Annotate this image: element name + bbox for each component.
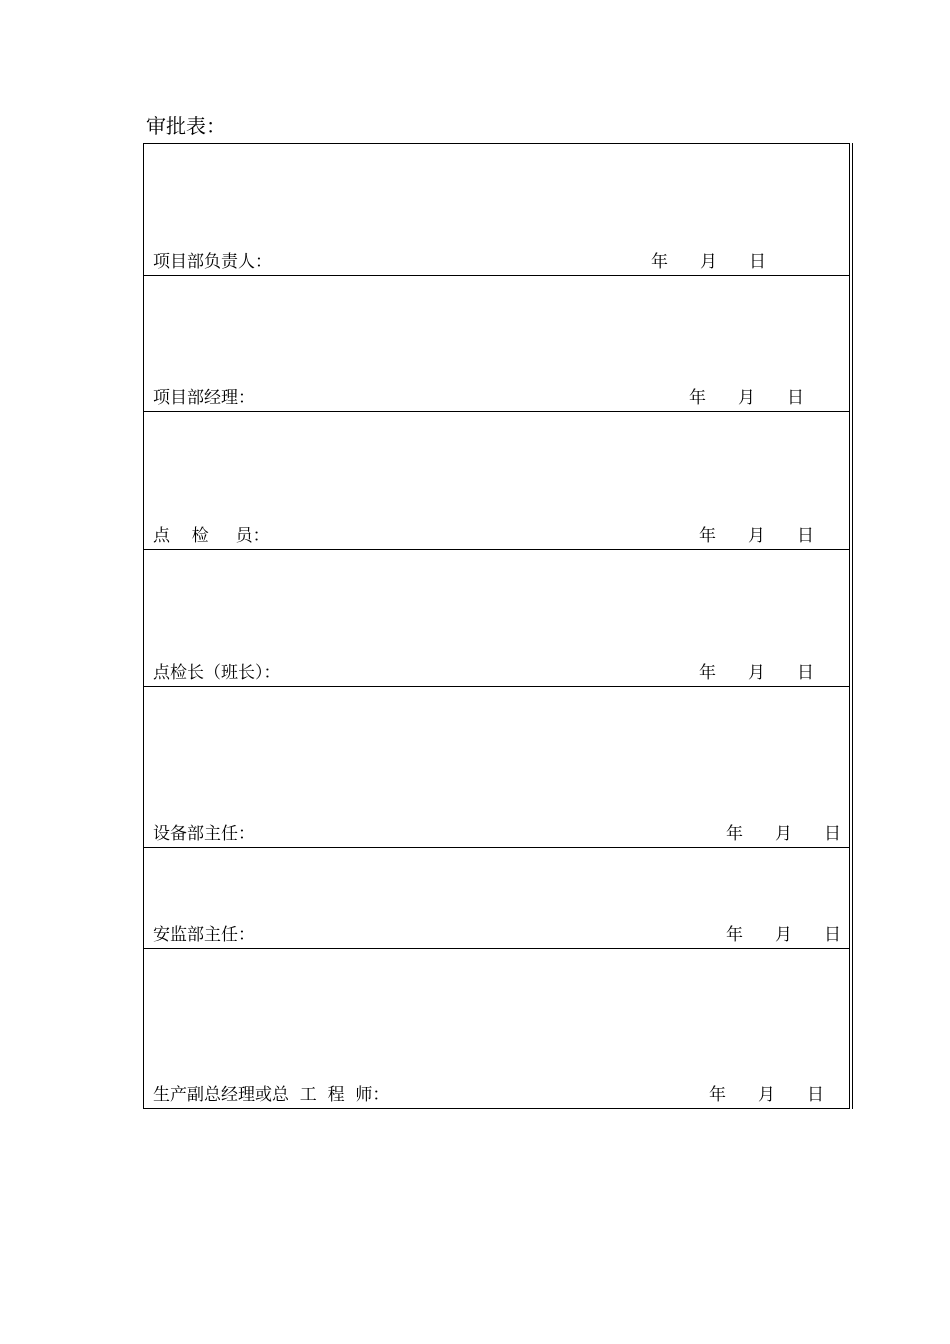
month-label: 月 xyxy=(748,526,765,546)
approval-row-safety-director[interactable] xyxy=(144,848,849,949)
signer-label: 点 检 员： xyxy=(153,526,270,546)
approval-row-inspector[interactable] xyxy=(144,412,849,550)
signer-label: 点检长（班长）： xyxy=(153,663,281,683)
signer-label: 设备部主任： xyxy=(153,824,255,844)
year-label: 年 xyxy=(709,1085,726,1105)
month-label: 月 xyxy=(775,925,792,945)
year-label: 年 xyxy=(699,663,716,683)
day-label: 日 xyxy=(797,663,814,683)
approval-row-equipment-director[interactable] xyxy=(144,687,849,848)
month-label: 月 xyxy=(738,388,755,408)
month-label: 月 xyxy=(775,824,792,844)
date-field[interactable] xyxy=(726,823,841,845)
year-label: 年 xyxy=(726,925,743,945)
form-title: 审批表： xyxy=(146,114,226,138)
day-label: 日 xyxy=(824,824,841,844)
day-label: 日 xyxy=(787,388,804,408)
signer-label: 项目部负责人： xyxy=(153,252,272,272)
day-label: 日 xyxy=(797,526,814,546)
date-field[interactable] xyxy=(726,924,841,946)
signer-label: 项目部经理： xyxy=(153,388,255,408)
approval-table xyxy=(143,143,850,1109)
approval-row-chief-engineer[interactable] xyxy=(144,949,849,1108)
day-label: 日 xyxy=(749,252,766,272)
month-label: 月 xyxy=(758,1085,775,1105)
month-label: 月 xyxy=(748,663,765,683)
approval-row-inspection-chief[interactable] xyxy=(144,550,849,687)
month-label: 月 xyxy=(700,252,717,272)
year-label: 年 xyxy=(651,252,668,272)
day-label: 日 xyxy=(807,1085,824,1105)
approval-row-project-lead[interactable] xyxy=(144,144,849,276)
date-field[interactable] xyxy=(651,251,766,273)
year-label: 年 xyxy=(726,824,743,844)
year-label: 年 xyxy=(689,388,706,408)
date-field[interactable] xyxy=(709,1084,824,1106)
signer-label: 安监部主任： xyxy=(153,925,255,945)
day-label: 日 xyxy=(824,925,841,945)
date-field[interactable] xyxy=(699,662,814,684)
signer-label: 生产副总经理或总 工 程 师： xyxy=(153,1085,390,1105)
approval-row-project-manager[interactable] xyxy=(144,276,849,412)
year-label: 年 xyxy=(699,526,716,546)
date-field[interactable] xyxy=(699,525,814,547)
date-field[interactable] xyxy=(689,387,804,409)
